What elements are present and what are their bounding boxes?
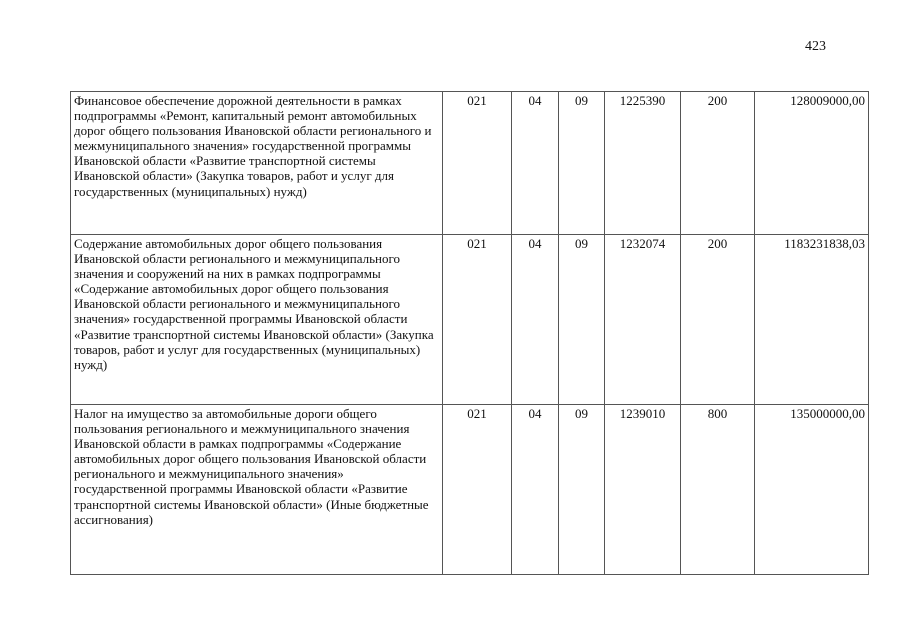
amount: 128009000,00 xyxy=(755,92,869,235)
table-row xyxy=(71,405,869,575)
target-article-code: 1232074 xyxy=(605,235,681,405)
budget-table xyxy=(70,91,869,575)
section-code: 04 xyxy=(512,235,559,405)
row-description: Содержание автомобильных дорог общего пользования Ивановской области регионального и межмуниципального значения и сооружений на них в рамках подпрограммы «Содержание автомобильных дорог общего пользования Ивановской области регионального и межмуниципального значения» государственной программы Ивановской области «Развитие транспортной системы Ивановской области» (Закупка товаров, работ и услуг для государственных (муниципальных) нужд) xyxy=(71,235,443,405)
section-code: 04 xyxy=(512,405,559,575)
table-row xyxy=(71,235,869,405)
subsection-code: 09 xyxy=(559,235,605,405)
target-article-code: 1239010 xyxy=(605,405,681,575)
subsection-code: 09 xyxy=(559,405,605,575)
page-number: 423 xyxy=(805,39,826,54)
target-article-code: 1225390 xyxy=(605,92,681,235)
expense-type-code: 200 xyxy=(681,235,755,405)
ministry-code: 021 xyxy=(443,405,512,575)
row-description: Налог на имущество за автомобильные дороги общего пользования регионального и межмуниципального значения Ивановской области в рамках подпрограммы «Содержание автомобильных дорог общего пользования Ивановской области регионального и межмуниципального значения» государственной программы Ивановской области «Развитие транспортной системы Ивановской области» (Иные бюджетные ассигнования) xyxy=(71,405,443,575)
table-row xyxy=(71,92,869,235)
expense-type-code: 200 xyxy=(681,92,755,235)
ministry-code: 021 xyxy=(443,235,512,405)
row-description: Финансовое обеспечение дорожной деятельности в рамках подпрограммы «Ремонт, капитальный ремонт автомобильных дорог общего пользования Ивановской области регионального и межмуниципального значения» государственной программы Ивановской области «Развитие транспортной системы Ивановской области» (Закупка товаров, работ и услуг для государственных (муниципальных) нужд) xyxy=(71,92,443,235)
subsection-code: 09 xyxy=(559,92,605,235)
ministry-code: 021 xyxy=(443,92,512,235)
amount: 135000000,00 xyxy=(755,405,869,575)
section-code: 04 xyxy=(512,92,559,235)
expense-type-code: 800 xyxy=(681,405,755,575)
amount: 1183231838,03 xyxy=(755,235,869,405)
